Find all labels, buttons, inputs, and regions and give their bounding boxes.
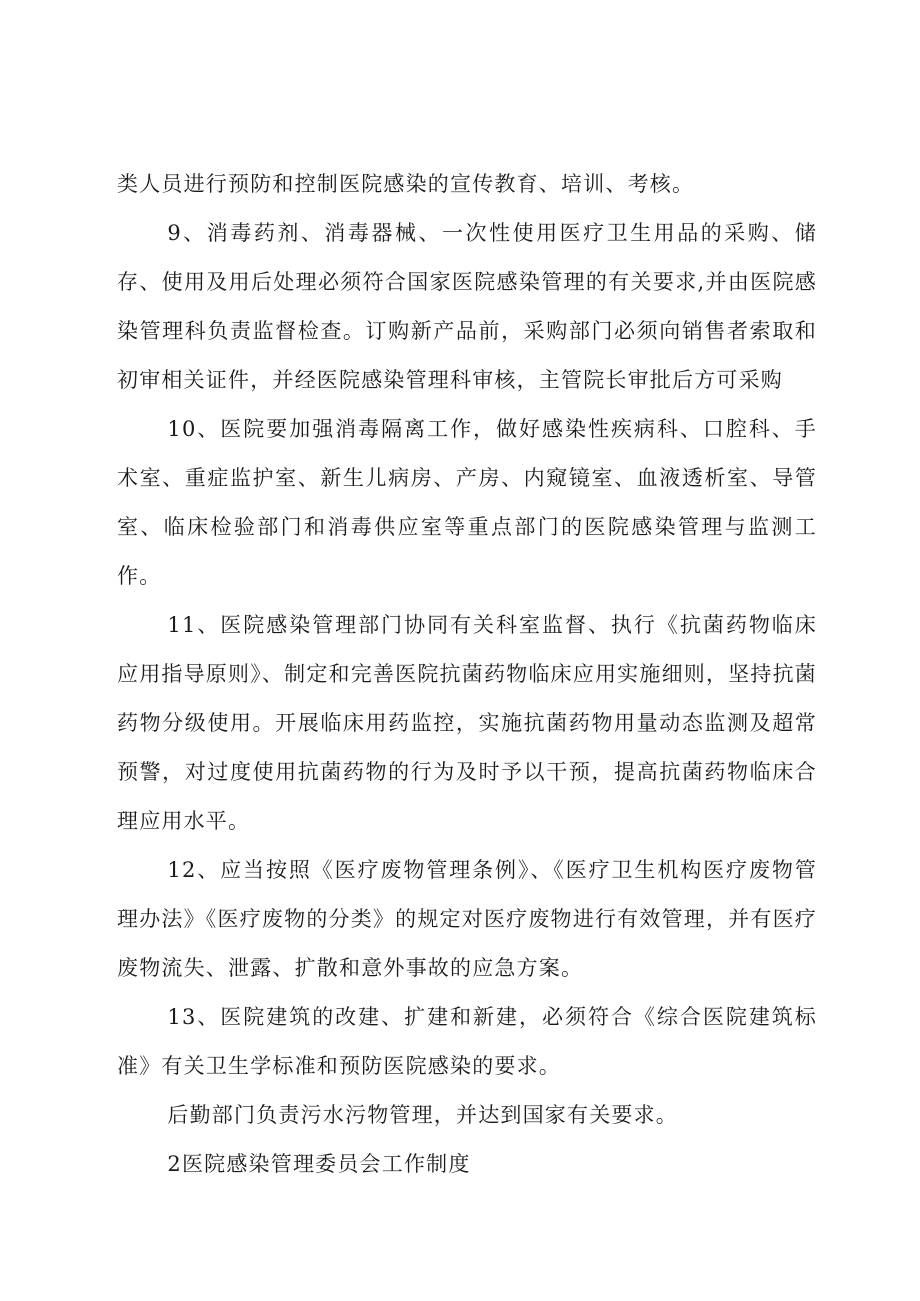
paragraph-logistics: 后勤部门负责污水污物管理，并达到国家有关要求。: [167, 1103, 678, 1127]
section-heading: 2医院感染管理委员会工作制度: [167, 1152, 471, 1176]
paragraph-continuation: 类人员进行预防和控制医院感染的宣传教育、培训、考核。: [117, 172, 695, 196]
paragraph-item-9: 9、消毒药剂、消毒器械、一次性使用医疗卫生用品的采购、储存、使用及用后处理必须符合国家医院感染管理的有关要求,并由医院感染管理科负责监督检查。订购新产品前，采购部门必须向销售者索取和初审相关证件，并经医院感染管理科审核，主管院长审批后方可采购: [117, 221, 817, 392]
paragraph-item-12: 12、应当按照《医疗废物管理条例》、《医疗卫生机构医疗废物管理办法》《医疗废物的分类》的规定对医疗废物进行有效管理，并有医疗废物流失、泄露、扩散和意外事故的应急方案。: [117, 858, 817, 980]
paragraph-item-13: 13、医院建筑的改建、扩建和新建，必须符合《综合医院建筑标准》有关卫生学标准和预防医院感染的要求。: [117, 1005, 817, 1078]
document-body: [117, 160, 817, 1189]
paragraph-item-11: 11、医院感染管理部门协同有关科室监督、执行《抗菌药物临床应用指导原则》、制定和完善医院抗菌药物临床应用实施细则，坚持抗菌药物分级使用。开展临床用药监控，实施抗菌药物用量动态监测及超常预警，对过度使用抗菌药物的行为及时予以干预，提高抗菌药物临床合理应用水平。: [117, 613, 817, 833]
paragraph-item-10: 10、医院要加强消毒隔离工作，做好感染性疾病科、口腔科、手术室、重症监护室、新生儿病房、产房、内窥镜室、血液透析室、导管室、临床检验部门和消毒供应室等重点部门的医院感染管理与监测工作。: [117, 417, 817, 588]
